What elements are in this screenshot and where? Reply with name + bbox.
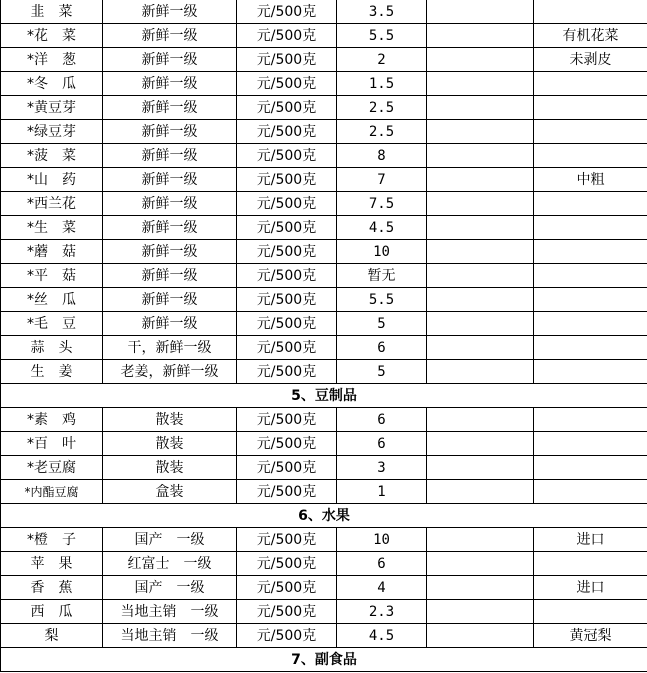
item-unit-cell[interactable]: 元/500克 bbox=[237, 576, 337, 600]
item-extra-cell[interactable] bbox=[427, 240, 534, 264]
item-note-cell[interactable]: 进口 bbox=[534, 576, 647, 600]
item-spec-cell[interactable]: 新鲜一级 bbox=[103, 48, 237, 72]
item-name-cell[interactable]: *绿豆芽 bbox=[1, 120, 103, 144]
section-header-row bbox=[1, 648, 647, 672]
item-extra-cell[interactable] bbox=[427, 288, 534, 312]
item-unit-cell[interactable]: 元/500克 bbox=[237, 264, 337, 288]
item-price-cell[interactable]: 4.5 bbox=[337, 216, 427, 240]
item-name-cell[interactable]: *老豆腐 bbox=[1, 456, 103, 480]
item-spec-cell[interactable]: 散装 bbox=[103, 456, 237, 480]
item-name-cell[interactable]: *橙 子 bbox=[1, 528, 103, 552]
item-extra-cell[interactable] bbox=[427, 576, 534, 600]
table-row bbox=[1, 600, 647, 624]
table-row bbox=[1, 48, 647, 72]
item-name-cell[interactable]: 香 蕉 bbox=[1, 576, 103, 600]
section-title[interactable]: 6、水果 bbox=[1, 504, 647, 528]
item-price-cell[interactable]: 2 bbox=[337, 48, 427, 72]
table-row bbox=[1, 336, 647, 360]
item-note-cell[interactable] bbox=[534, 96, 647, 120]
item-spec-cell[interactable]: 散装 bbox=[103, 432, 237, 456]
table-row bbox=[1, 528, 647, 552]
item-unit-cell[interactable]: 元/500克 bbox=[237, 48, 337, 72]
item-extra-cell[interactable] bbox=[427, 192, 534, 216]
table-row bbox=[1, 432, 647, 456]
item-extra-cell[interactable] bbox=[427, 144, 534, 168]
item-unit-cell[interactable]: 元/500克 bbox=[237, 432, 337, 456]
item-name-cell[interactable]: 苹 果 bbox=[1, 552, 103, 576]
item-unit-cell[interactable]: 元/500克 bbox=[237, 600, 337, 624]
item-price-cell[interactable]: 2.5 bbox=[337, 96, 427, 120]
item-spec-cell[interactable]: 老姜，新鲜一级 bbox=[103, 360, 237, 384]
item-spec-cell[interactable]: 新鲜一级 bbox=[103, 144, 237, 168]
item-name-cell[interactable]: *冬 瓜 bbox=[1, 72, 103, 96]
item-price-cell[interactable]: 4 bbox=[337, 576, 427, 600]
item-spec-cell[interactable]: 干，新鲜一级 bbox=[103, 336, 237, 360]
table-row bbox=[1, 360, 647, 384]
item-name-cell[interactable]: *素 鸡 bbox=[1, 408, 103, 432]
item-price-cell[interactable]: 5.5 bbox=[337, 288, 427, 312]
table-row bbox=[1, 312, 647, 336]
item-extra-cell[interactable] bbox=[427, 408, 534, 432]
item-price-cell[interactable]: 6 bbox=[337, 432, 427, 456]
section-header-row bbox=[1, 504, 647, 528]
item-spec-cell[interactable]: 新鲜一级 bbox=[103, 216, 237, 240]
item-note-cell[interactable] bbox=[534, 288, 647, 312]
item-note-cell[interactable] bbox=[534, 600, 647, 624]
item-price-cell[interactable]: 4.5 bbox=[337, 624, 427, 648]
item-name-cell[interactable]: *毛 豆 bbox=[1, 312, 103, 336]
item-unit-cell[interactable]: 元/500克 bbox=[237, 144, 337, 168]
item-unit-cell[interactable]: 元/500克 bbox=[237, 312, 337, 336]
item-spec-cell[interactable]: 散装 bbox=[103, 408, 237, 432]
item-spec-cell[interactable]: 新鲜一级 bbox=[103, 24, 237, 48]
item-note-cell[interactable] bbox=[534, 312, 647, 336]
item-name-cell[interactable]: *菠 菜 bbox=[1, 144, 103, 168]
item-spec-cell[interactable]: 新鲜一级 bbox=[103, 120, 237, 144]
item-note-cell[interactable] bbox=[534, 240, 647, 264]
item-unit-cell[interactable]: 元/500克 bbox=[237, 192, 337, 216]
item-name-cell[interactable]: 西 瓜 bbox=[1, 600, 103, 624]
table-row bbox=[1, 288, 647, 312]
item-name-cell[interactable]: 韭 菜 bbox=[1, 0, 103, 24]
table-row bbox=[1, 264, 647, 288]
item-spec-cell[interactable]: 新鲜一级 bbox=[103, 168, 237, 192]
item-name-cell[interactable]: *内酯豆腐 bbox=[1, 480, 103, 504]
item-extra-cell[interactable] bbox=[427, 528, 534, 552]
item-price-cell[interactable]: 5.5 bbox=[337, 24, 427, 48]
item-note-cell[interactable] bbox=[534, 192, 647, 216]
item-price-cell[interactable]: 7.5 bbox=[337, 192, 427, 216]
table-row bbox=[1, 456, 647, 480]
item-note-cell[interactable]: 中粗 bbox=[534, 168, 647, 192]
item-spec-cell[interactable]: 新鲜一级 bbox=[103, 0, 237, 24]
item-spec-cell[interactable]: 国产 一级 bbox=[103, 528, 237, 552]
item-name-cell[interactable]: 生 姜 bbox=[1, 360, 103, 384]
section-title[interactable]: 7、副食品 bbox=[1, 648, 647, 672]
item-extra-cell[interactable] bbox=[427, 72, 534, 96]
item-name-cell[interactable]: *生 菜 bbox=[1, 216, 103, 240]
item-spec-cell[interactable]: 新鲜一级 bbox=[103, 192, 237, 216]
item-price-cell[interactable]: 10 bbox=[337, 240, 427, 264]
item-note-cell[interactable] bbox=[534, 264, 647, 288]
item-spec-cell[interactable]: 新鲜一级 bbox=[103, 72, 237, 96]
table-row bbox=[1, 24, 647, 48]
item-note-cell[interactable] bbox=[534, 144, 647, 168]
item-unit-cell[interactable]: 元/500克 bbox=[237, 408, 337, 432]
item-price-cell[interactable]: 5 bbox=[337, 312, 427, 336]
item-name-cell[interactable]: *蘑 菇 bbox=[1, 240, 103, 264]
item-name-cell[interactable]: 梨 bbox=[1, 624, 103, 648]
item-note-cell[interactable] bbox=[534, 216, 647, 240]
item-spec-cell[interactable]: 当地主销 一级 bbox=[103, 600, 237, 624]
item-spec-cell[interactable]: 新鲜一级 bbox=[103, 288, 237, 312]
item-extra-cell[interactable] bbox=[427, 600, 534, 624]
item-price-cell[interactable]: 暂无 bbox=[337, 264, 427, 288]
item-note-cell[interactable] bbox=[534, 480, 647, 504]
item-unit-cell[interactable]: 元/500克 bbox=[237, 96, 337, 120]
table-row bbox=[1, 192, 647, 216]
item-price-cell[interactable]: 5 bbox=[337, 360, 427, 384]
item-extra-cell[interactable] bbox=[427, 336, 534, 360]
table-row bbox=[1, 168, 647, 192]
item-extra-cell[interactable] bbox=[427, 120, 534, 144]
item-unit-cell[interactable]: 元/500克 bbox=[237, 528, 337, 552]
table-row bbox=[1, 0, 647, 24]
item-extra-cell[interactable] bbox=[427, 624, 534, 648]
item-spec-cell[interactable]: 当地主销 一级 bbox=[103, 624, 237, 648]
item-spec-cell[interactable]: 新鲜一级 bbox=[103, 312, 237, 336]
item-unit-cell[interactable]: 元/500克 bbox=[237, 240, 337, 264]
table-row bbox=[1, 72, 647, 96]
item-name-cell[interactable]: *百 叶 bbox=[1, 432, 103, 456]
item-unit-cell[interactable]: 元/500克 bbox=[237, 552, 337, 576]
table-row bbox=[1, 624, 647, 648]
item-unit-cell[interactable]: 元/500克 bbox=[237, 480, 337, 504]
item-note-cell[interactable] bbox=[534, 120, 647, 144]
item-unit-cell[interactable]: 元/500克 bbox=[237, 360, 337, 384]
item-price-cell[interactable]: 6 bbox=[337, 408, 427, 432]
item-extra-cell[interactable] bbox=[427, 0, 534, 24]
item-name-cell[interactable]: *平 菇 bbox=[1, 264, 103, 288]
item-name-cell[interactable]: *花 菜 bbox=[1, 24, 103, 48]
item-unit-cell[interactable]: 元/500克 bbox=[237, 0, 337, 24]
item-note-cell[interactable] bbox=[534, 72, 647, 96]
item-spec-cell[interactable]: 红富士 一级 bbox=[103, 552, 237, 576]
table-row bbox=[1, 240, 647, 264]
item-extra-cell[interactable] bbox=[427, 24, 534, 48]
item-price-cell[interactable]: 3 bbox=[337, 456, 427, 480]
table-row bbox=[1, 144, 647, 168]
item-spec-cell[interactable]: 新鲜一级 bbox=[103, 96, 237, 120]
item-extra-cell[interactable] bbox=[427, 432, 534, 456]
item-unit-cell[interactable]: 元/500克 bbox=[237, 336, 337, 360]
item-unit-cell[interactable]: 元/500克 bbox=[237, 24, 337, 48]
item-name-cell[interactable]: 蒜 头 bbox=[1, 336, 103, 360]
item-note-cell[interactable] bbox=[534, 360, 647, 384]
item-price-cell[interactable]: 1.5 bbox=[337, 72, 427, 96]
item-unit-cell[interactable]: 元/500克 bbox=[237, 288, 337, 312]
item-extra-cell[interactable] bbox=[427, 552, 534, 576]
table-row bbox=[1, 480, 647, 504]
item-name-cell[interactable]: *山 药 bbox=[1, 168, 103, 192]
item-price-cell[interactable]: 6 bbox=[337, 336, 427, 360]
item-note-cell[interactable] bbox=[534, 0, 647, 24]
item-unit-cell[interactable]: 元/500克 bbox=[237, 216, 337, 240]
item-note-cell[interactable]: 未剥皮 bbox=[534, 48, 647, 72]
item-price-cell[interactable]: 2.5 bbox=[337, 120, 427, 144]
item-unit-cell[interactable]: 元/500克 bbox=[237, 72, 337, 96]
item-extra-cell[interactable] bbox=[427, 360, 534, 384]
item-unit-cell[interactable]: 元/500克 bbox=[237, 456, 337, 480]
item-note-cell[interactable]: 有机花菜 bbox=[534, 24, 647, 48]
item-price-cell[interactable]: 3.5 bbox=[337, 0, 427, 24]
item-spec-cell[interactable]: 新鲜一级 bbox=[103, 240, 237, 264]
item-price-cell[interactable]: 10 bbox=[337, 528, 427, 552]
item-extra-cell[interactable] bbox=[427, 48, 534, 72]
item-price-cell[interactable]: 6 bbox=[337, 552, 427, 576]
table-row bbox=[1, 120, 647, 144]
item-extra-cell[interactable] bbox=[427, 456, 534, 480]
section-title[interactable]: 5、豆制品 bbox=[1, 384, 647, 408]
item-extra-cell[interactable] bbox=[427, 216, 534, 240]
item-unit-cell[interactable]: 元/500克 bbox=[237, 624, 337, 648]
item-note-cell[interactable] bbox=[534, 432, 647, 456]
item-price-cell[interactable]: 7 bbox=[337, 168, 427, 192]
item-name-cell[interactable]: *西兰花 bbox=[1, 192, 103, 216]
item-spec-cell[interactable]: 新鲜一级 bbox=[103, 264, 237, 288]
item-name-cell[interactable]: *黄豆芽 bbox=[1, 96, 103, 120]
item-price-cell[interactable]: 8 bbox=[337, 144, 427, 168]
item-note-cell[interactable] bbox=[534, 456, 647, 480]
table-row bbox=[1, 576, 647, 600]
item-note-cell[interactable] bbox=[534, 408, 647, 432]
item-unit-cell[interactable]: 元/500克 bbox=[237, 168, 337, 192]
item-note-cell[interactable]: 黄冠梨 bbox=[534, 624, 647, 648]
item-price-cell[interactable]: 1 bbox=[337, 480, 427, 504]
table-row bbox=[1, 216, 647, 240]
item-unit-cell[interactable]: 元/500克 bbox=[237, 120, 337, 144]
item-name-cell[interactable]: *丝 瓜 bbox=[1, 288, 103, 312]
table-row bbox=[1, 96, 647, 120]
item-extra-cell[interactable] bbox=[427, 264, 534, 288]
item-note-cell[interactable] bbox=[534, 336, 647, 360]
table-row bbox=[1, 408, 647, 432]
item-spec-cell[interactable]: 盒装 bbox=[103, 480, 237, 504]
item-extra-cell[interactable] bbox=[427, 168, 534, 192]
item-note-cell[interactable] bbox=[534, 552, 647, 576]
item-note-cell[interactable]: 进口 bbox=[534, 528, 647, 552]
item-extra-cell[interactable] bbox=[427, 312, 534, 336]
item-price-cell[interactable]: 2.3 bbox=[337, 600, 427, 624]
item-spec-cell[interactable]: 国产 一级 bbox=[103, 576, 237, 600]
section-header-row bbox=[1, 384, 647, 408]
item-extra-cell[interactable] bbox=[427, 96, 534, 120]
item-extra-cell[interactable] bbox=[427, 480, 534, 504]
price-table-body bbox=[1, 0, 647, 672]
item-name-cell[interactable]: *洋 葱 bbox=[1, 48, 103, 72]
table-row bbox=[1, 552, 647, 576]
